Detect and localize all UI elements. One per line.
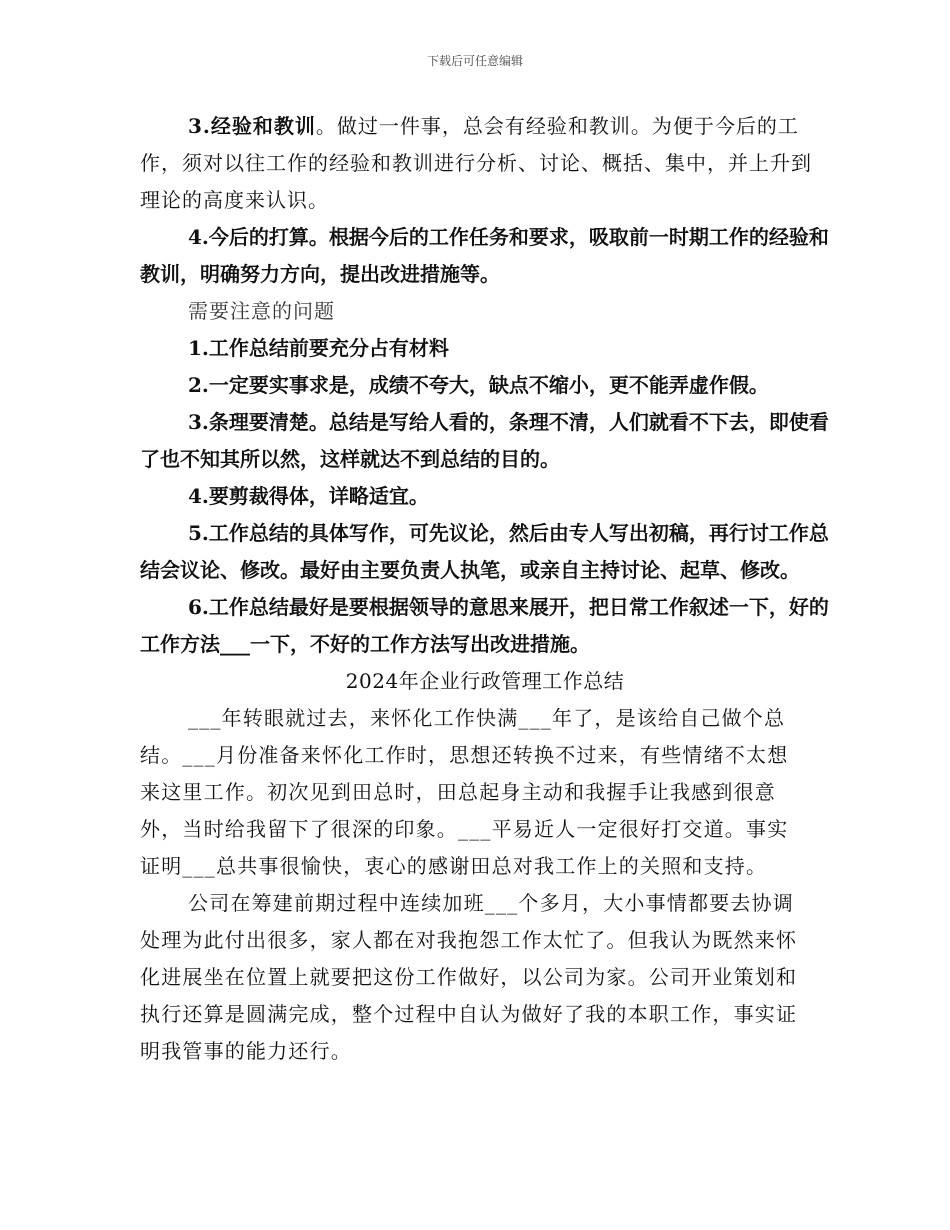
paragraph-future-plan: 4.今后的打算。根据今后的工作任务和要求，吸取前一时期工作的经验和教训，明确努力方向，提出改进措施等。: [140, 225, 829, 286]
paragraph-experience: [140, 108, 830, 219]
body-paragraph-2: 公司在筹建前期过程中连续加班___个多月，大小事情都要去协调处理为此付出很多，家人都在对我抱怨工作太忙了。但我认为既然来怀化进展坐在位置上就要把这份工作做好，以公司为家。公司开业策划和执行还算是圆满完成，整个过程中自认为做好了我的本职工作，事实证明我管事的能力还行。: [140, 891, 798, 1063]
paragraph-experience-number: 3.: [188, 114, 211, 138]
issue-item-5: 5.工作总结的具体写作，可先议论，然后由专人写出初稿，再行讨工作总结会议论、修改。最好由主要负责人执笔，或亲自主持讨论、起草、修改。: [140, 521, 829, 582]
issue-item-4: 4.要剪裁得体，详略适宜。: [188, 484, 429, 508]
issue-item-2: 2.一定要实事求是，成绩不夸大，缺点不缩小，更不能弄虚作假。: [188, 373, 769, 397]
paragraph-experience-rest: 。做过一件事，总会有经验和教训。为便于今后的工作，须对以往工作的经验和教训进行分析、讨论、概括、集中，并上升到理论的高度来认识。: [140, 114, 812, 212]
body-paragraph-1: ___年转眼就过去，来怀化工作快满___年了，是该给自己做个总结。___月份准备来怀化工作时，思想还转换不过来，有些情绪不太想来这里工作。初次见到田总时，田总起身主动和我握手让我感到很意外，当时给我留下了很深的印象。___平易近人一定很好打交道。事实证明___总共事很愉快，衷心的感谢田总对我工作上的关照和支持。: [140, 706, 789, 878]
section-heading-issues: 需要注意的问题: [188, 299, 335, 323]
page-header-note: 下载后可任意编辑: [426, 54, 523, 68]
issue-item-6: 6.工作总结最好是要根据领导的意思来展开，把日常工作叙述一下，好的工作方法___一下，不好的工作方法写出改进措施。: [140, 595, 829, 656]
document-body: [140, 108, 830, 1070]
document-title: 2024年企业行政管理工作总结: [345, 669, 625, 693]
paragraph-experience-lead: 经验和教训: [210, 114, 316, 138]
issue-item-3: 3.条理要清楚。总结是写给人看的，条理不清，人们就看不下去，即使看了也不知其所以然，这样就达不到总结的目的。: [140, 410, 829, 471]
issue-item-1: 1.工作总结前要充分占有材料: [188, 336, 449, 360]
